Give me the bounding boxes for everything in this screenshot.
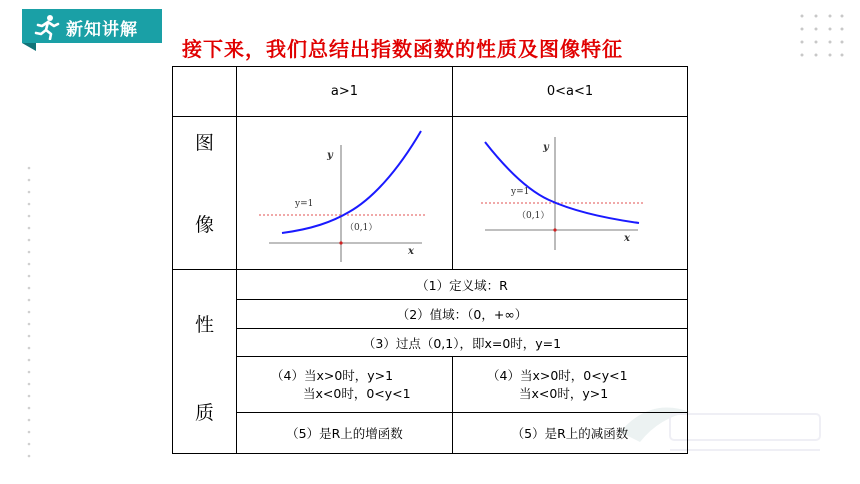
graph-left-point-label: （0,1） [345,223,378,233]
graph-left-curve [282,131,421,233]
row-label-props-2: 质 [194,401,214,424]
graph-right-y-label: y [543,142,549,153]
prop4-right-line-1: （4）当x>0时，0<y<1 [487,367,628,383]
table-border-bottom [172,453,688,454]
prop4-right-line-2: 当x<0时，y>1 [519,385,609,401]
graph-left-y-label: y [327,150,333,161]
row-label-image-1: 图 [194,131,214,154]
graph-right-x-label: x [624,233,630,244]
section-badge-label: 新知讲解 [66,20,138,40]
graph-decreasing-exponential [453,117,687,269]
table-border-right [687,66,688,454]
prop4-decreasing [453,357,687,412]
prop5-increasing: （5）是R上的增函数 [286,426,403,441]
graph-right-point-label: （0,1） [517,211,550,221]
graph-increasing-exponential [237,117,452,269]
prop-fixed-point: （3）过点（0,1），即x=0时，y=1 [362,335,562,351]
slide-title: 接下来，我们总结出指数函数的性质及图像特征 [182,37,623,61]
graph-left-origin-point [339,241,342,244]
row-label-image-2: 像 [194,213,214,236]
prop4-left-line-1: （4）当x>0时，y>1 [271,367,394,383]
graph-right-origin-point [553,228,556,231]
prop-domain: （1）定义域：R [416,277,508,293]
prop4-left-line-2: 当x<0时，0<y<1 [303,385,411,401]
runner-icon [34,14,60,40]
properties-table [172,66,688,454]
graph-left-line-label: y=1 [295,199,314,209]
badge-fold [22,43,36,51]
prop4-increasing [237,357,452,412]
decorative-dot-grid [800,14,844,58]
row-label-props-1: 性 [194,313,214,336]
header-a-greater-1: a>1 [330,84,359,99]
graph-right-curve [485,142,639,223]
decorative-dot-column [26,165,32,465]
graph-left-x-label: x [408,246,414,257]
header-a-between-0-1: 0<a<1 [546,84,594,99]
prop-range: （2）值域：（0，+∞） [396,307,528,322]
graph-right-line-label: y=1 [511,187,530,197]
prop5-decreasing: （5）是R上的减函数 [511,426,629,441]
